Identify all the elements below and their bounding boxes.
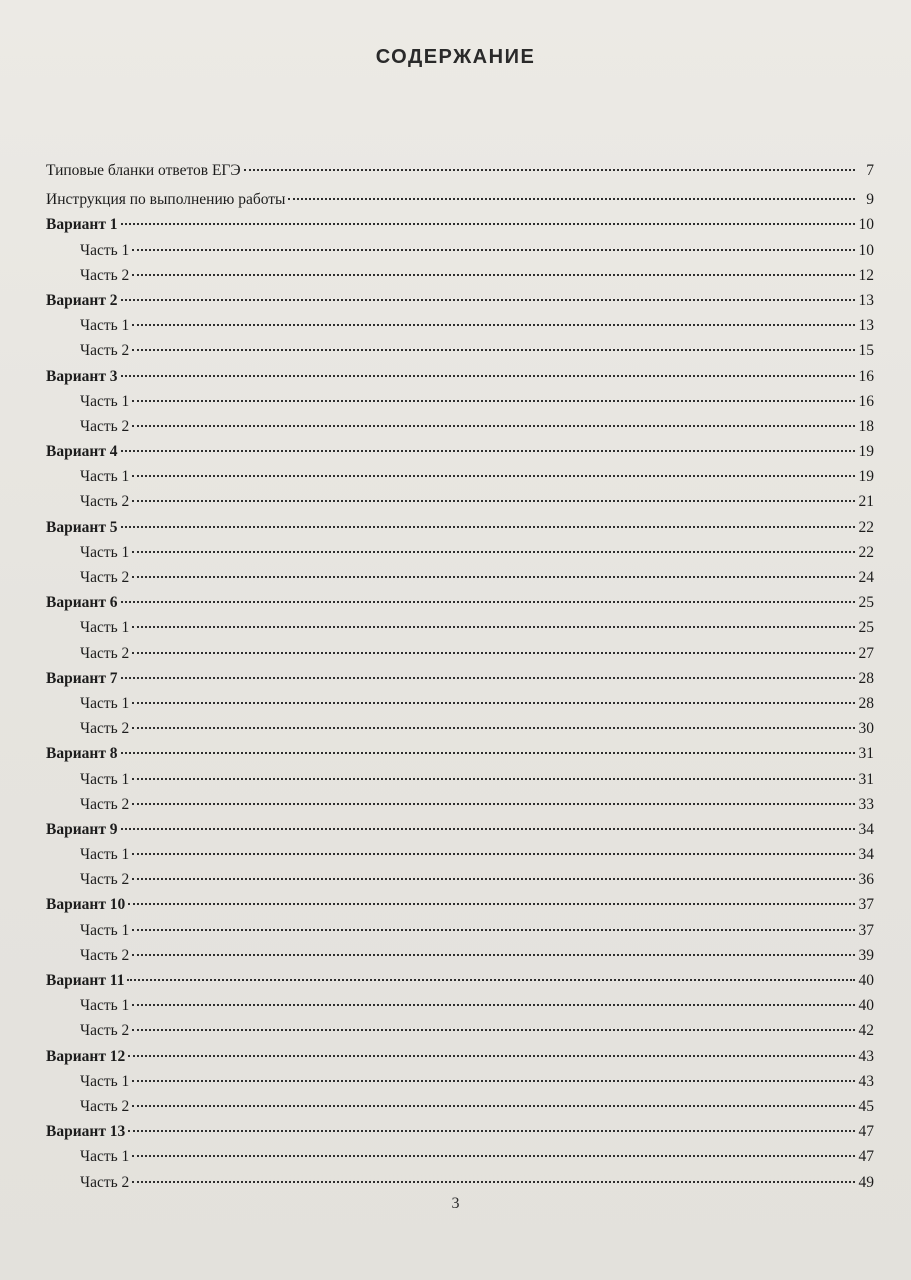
toc-entry-label: Часть 2 (80, 1022, 130, 1040)
toc-subentry (46, 1170, 874, 1195)
toc-subentry (46, 1069, 874, 1094)
toc-entry-page: 19 (858, 468, 874, 486)
toc-subentry (46, 691, 874, 716)
toc-entry-page: 10 (858, 241, 874, 259)
toc-entry-label: Часть 1 (80, 392, 130, 410)
toc-entry (46, 1119, 874, 1144)
toc-subentry (46, 263, 874, 288)
toc-entry-label: Вариант 9 (46, 820, 118, 838)
toc-entry-label: Часть 2 (80, 493, 130, 511)
toc-subentry (46, 918, 874, 943)
toc-entry-label: Часть 1 (80, 317, 130, 335)
toc-entry-page: 9 (866, 191, 874, 209)
toc-entry-label: Вариант 5 (46, 518, 118, 536)
toc-subentry (46, 767, 874, 792)
toc-entry-page: 25 (858, 619, 874, 637)
toc-entry-label: Вариант 4 (46, 443, 118, 461)
toc-entry-page: 7 (866, 162, 874, 179)
toc-entry-page: 21 (858, 493, 874, 511)
toc-entry-page: 40 (858, 972, 874, 989)
toc-entry-page: 37 (858, 921, 874, 939)
toc-entry-page: 31 (858, 770, 874, 788)
toc-entry-label: Вариант 1 (46, 216, 118, 234)
toc-entry (46, 364, 874, 389)
dot-leader (128, 903, 855, 905)
toc-entry-page: 31 (858, 745, 874, 763)
toc-entry (46, 187, 874, 212)
toc-entry-page: 16 (858, 367, 874, 385)
toc-subentry (46, 792, 874, 817)
toc-entry-label: Часть 1 (80, 770, 130, 788)
toc-entry-label: Часть 2 (80, 417, 130, 435)
dot-leader (244, 169, 855, 171)
toc-entry-page: 28 (858, 694, 874, 712)
toc-subentry (46, 716, 874, 741)
toc-entry-page: 16 (858, 392, 874, 410)
toc-entry-page: 24 (858, 569, 874, 586)
toc-subentry (46, 1144, 874, 1169)
toc-entry-label: Часть 2 (80, 266, 130, 284)
toc-entry-label: Часть 1 (80, 1148, 130, 1166)
toc-entry-label: Часть 1 (80, 1072, 130, 1090)
table-of-contents (46, 158, 874, 1195)
toc-entry (46, 968, 874, 993)
dot-leader (132, 1080, 855, 1082)
toc-entry-page: 43 (858, 1047, 874, 1065)
dot-leader (121, 299, 855, 301)
toc-entry-label: Часть 2 (80, 720, 130, 738)
toc-entry-label: Часть 2 (80, 795, 130, 813)
dot-leader (132, 626, 855, 628)
dot-leader (132, 1029, 855, 1031)
dot-leader (132, 425, 855, 427)
toc-entry-page: 43 (858, 1072, 874, 1090)
dot-leader (132, 954, 855, 956)
dot-leader (132, 349, 855, 351)
toc-subentry (46, 238, 874, 263)
toc-entry (46, 892, 874, 917)
toc-entry (46, 1044, 874, 1069)
toc-entry-label: Часть 2 (80, 342, 130, 360)
toc-subentry (46, 943, 874, 968)
dot-leader (132, 324, 855, 326)
toc-entry-page: 18 (858, 417, 874, 435)
page-title: СОДЕРЖАНИЕ (375, 46, 536, 68)
dot-leader (132, 929, 855, 931)
toc-entry (46, 666, 874, 691)
dot-leader (132, 500, 855, 502)
toc-entry (46, 212, 874, 237)
toc-entry-label: Часть 2 (80, 946, 130, 964)
toc-entry-page: 22 (858, 518, 874, 536)
toc-entry-label: Вариант 12 (46, 1047, 126, 1065)
toc-entry-label: Часть 2 (80, 1097, 130, 1115)
toc-entry (46, 439, 874, 464)
dot-leader (132, 1155, 855, 1157)
toc-entry-label: Часть 1 (80, 619, 130, 637)
toc-entry-page: 15 (858, 342, 874, 360)
toc-entry-page: 27 (858, 644, 874, 662)
toc-entry-page: 42 (858, 1022, 874, 1040)
dot-leader (132, 400, 855, 402)
toc-entry-label: Вариант 8 (46, 745, 118, 763)
toc-entry-label: Часть 2 (80, 871, 130, 889)
toc-entry-page: 25 (858, 594, 874, 612)
toc-entry-page: 22 (858, 543, 874, 561)
toc-entry-page: 49 (858, 1173, 874, 1191)
dot-leader (132, 475, 855, 477)
dot-leader (121, 677, 855, 679)
dot-leader (132, 249, 855, 251)
toc-entry-label: Часть 1 (80, 997, 130, 1015)
toc-entry-label: Часть 2 (80, 569, 130, 586)
toc-entry-page: 36 (858, 871, 874, 889)
toc-subentry (46, 1018, 874, 1043)
toc-entry-page: 13 (858, 291, 874, 309)
toc-subentry (46, 615, 874, 640)
toc-subentry (46, 565, 874, 590)
toc-entry-label: Вариант 11 (46, 972, 125, 989)
toc-entry-label: Часть 1 (80, 468, 130, 486)
toc-entry-label: Вариант 13 (46, 1123, 126, 1141)
toc-entry (46, 158, 874, 183)
toc-entry-page: 34 (858, 846, 874, 864)
toc-subentry (46, 993, 874, 1018)
toc-entry-label: Вариант 3 (46, 367, 118, 385)
dot-leader (132, 878, 855, 880)
dot-leader (121, 601, 855, 603)
page-number: 3 (451, 1195, 460, 1212)
toc-entry (46, 288, 874, 313)
toc-entry-page: 30 (858, 720, 874, 738)
toc-subentry (46, 464, 874, 489)
toc-entry (46, 741, 874, 766)
dot-leader (132, 778, 855, 780)
toc-entry-page: 10 (858, 216, 874, 234)
dot-leader (132, 727, 855, 729)
toc-entry-page: 12 (858, 266, 874, 284)
toc-entry-label: Вариант 2 (46, 291, 118, 309)
toc-entry-label: Часть 1 (80, 543, 130, 561)
toc-entry-page: 47 (858, 1123, 874, 1141)
toc-subentry (46, 489, 874, 514)
toc-entry (46, 515, 874, 540)
dot-leader (121, 375, 855, 377)
dot-leader (132, 652, 855, 654)
toc-entry-page: 40 (858, 997, 874, 1015)
toc-subentry (46, 389, 874, 414)
toc-entry-label: Инструкция по выполнению работы (46, 191, 286, 209)
toc-entry-page: 19 (858, 443, 874, 461)
toc-entry (46, 817, 874, 842)
toc-entry-label: Часть 1 (80, 846, 130, 864)
dot-leader (121, 752, 855, 754)
toc-subentry (46, 414, 874, 439)
toc-entry-label: Вариант 10 (46, 896, 126, 914)
dot-leader (128, 1130, 855, 1132)
dot-leader (121, 450, 855, 452)
dot-leader (127, 979, 855, 981)
toc-entry-label: Типовые бланки ответов ЕГЭ (46, 162, 241, 179)
dot-leader (132, 1004, 855, 1006)
toc-entry-page: 28 (858, 669, 874, 687)
toc-entry-page: 13 (858, 317, 874, 335)
toc-subentry (46, 641, 874, 666)
dot-leader (132, 576, 855, 578)
dot-leader (132, 274, 855, 276)
toc-entry-page: 39 (858, 946, 874, 964)
dot-leader (121, 526, 855, 528)
toc-entry-label: Часть 2 (80, 644, 130, 662)
dot-leader (288, 198, 855, 200)
toc-subentry (46, 338, 874, 363)
dot-leader (132, 551, 855, 553)
toc-subentry (46, 867, 874, 892)
toc-entry-label: Часть 1 (80, 921, 130, 939)
dot-leader (132, 853, 855, 855)
toc-entry-page: 37 (858, 896, 874, 914)
toc-subentry (46, 540, 874, 565)
toc-entry-page: 34 (858, 820, 874, 838)
toc-entry-label: Часть 1 (80, 241, 130, 259)
dot-leader (132, 1181, 855, 1183)
toc-subentry (46, 1094, 874, 1119)
dot-leader (132, 1105, 855, 1107)
toc-entry-label: Вариант 6 (46, 594, 118, 612)
dot-leader (132, 803, 855, 805)
toc-entry-page: 45 (858, 1097, 874, 1115)
dot-leader (128, 1055, 855, 1057)
dot-leader (121, 828, 855, 830)
toc-entry (46, 590, 874, 615)
toc-entry-page: 33 (858, 795, 874, 813)
toc-subentry (46, 842, 874, 867)
toc-entry-label: Часть 1 (80, 694, 130, 712)
toc-entry-label: Вариант 7 (46, 669, 118, 687)
toc-subentry (46, 313, 874, 338)
toc-entry-label: Часть 2 (80, 1173, 130, 1191)
toc-entry-page: 47 (858, 1148, 874, 1166)
dot-leader (132, 702, 855, 704)
dot-leader (121, 223, 855, 225)
